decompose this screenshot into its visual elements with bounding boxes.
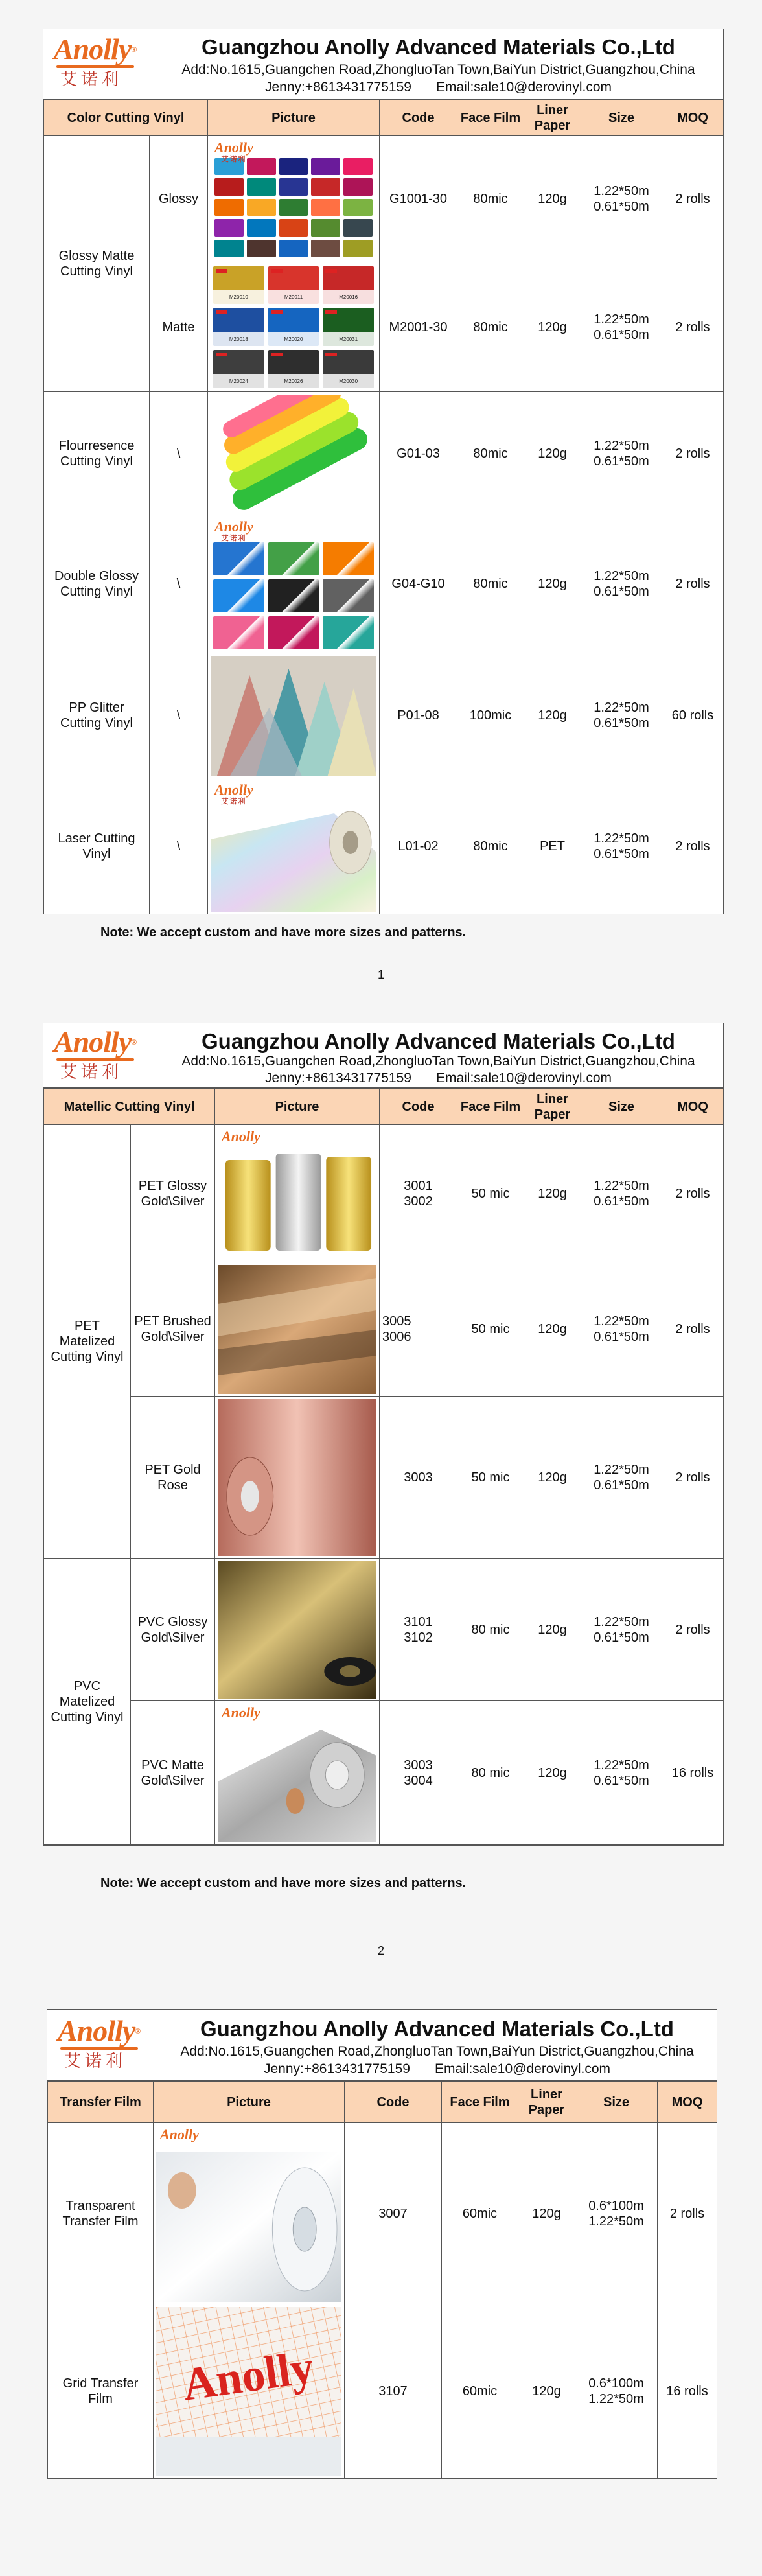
- company-name: Guangzhou Anolly Advanced Materials Co.,Ltd: [202, 1029, 675, 1053]
- color-swatch: [323, 579, 374, 612]
- company-name: Guangzhou Anolly Advanced Materials Co.,Ltd: [202, 35, 675, 59]
- sub-type: \: [150, 653, 208, 778]
- col-header-picture: Picture: [215, 1089, 380, 1125]
- document-sheet-2: [43, 1023, 724, 1846]
- glitter-sheets-illustration: [211, 656, 376, 776]
- col-header-moq: MOQ: [662, 100, 724, 136]
- swatch-tag: [271, 353, 283, 356]
- color-swatch: [323, 266, 374, 305]
- product-name: Double Glossy Cutting Vinyl: [44, 515, 150, 653]
- moq: 16 rolls: [658, 2304, 717, 2479]
- company-logo: Anolly® 艾诺利: [54, 32, 137, 89]
- face-film: 50 mic: [457, 1125, 524, 1262]
- color-swatch: [279, 219, 308, 237]
- liner-paper: 120g: [524, 1559, 581, 1701]
- table-row: [44, 515, 724, 653]
- contact-email: Email:sale10@derovinyl.com: [434, 2061, 611, 2076]
- table-row: [48, 2123, 717, 2304]
- table-row: [44, 1559, 724, 1701]
- liner-paper: 120g: [524, 262, 581, 392]
- product-image-transparent-transfer: [154, 2123, 345, 2304]
- product-image-pvc-matte: [215, 1701, 380, 1845]
- swatch-tag: [216, 353, 227, 356]
- color-swatch: [343, 178, 373, 196]
- watermark-logo: Anolly 艾诺利: [214, 518, 253, 542]
- product-code: L01-02: [380, 778, 457, 914]
- col-header-liner-paper: Liner Paper: [518, 2082, 575, 2123]
- color-swatch: [343, 158, 373, 176]
- note-text: Note: We accept custom and have more sizes and patterns.: [100, 925, 467, 940]
- moq: 2 rolls: [662, 1559, 724, 1701]
- swatch-code: M20011: [268, 290, 319, 305]
- size: 1.22*50m 0.61*50m: [581, 653, 662, 778]
- sub-type: PET Glossy Gold\Silver: [131, 1125, 215, 1262]
- swatch-code: M20030: [323, 374, 374, 389]
- table-row: [44, 1397, 724, 1559]
- product-name: PP Glitter Cutting Vinyl: [44, 653, 150, 778]
- color-swatch: [279, 158, 308, 176]
- swatch-tag: [271, 310, 283, 314]
- col-header-liner-paper: Liner Paper: [524, 100, 581, 136]
- product-image-pet-brushed: [215, 1262, 380, 1397]
- color-swatch: [311, 219, 340, 237]
- face-film: 80mic: [457, 136, 524, 262]
- moq: 2 rolls: [662, 392, 724, 515]
- color-swatch: [323, 350, 374, 388]
- product-table-3: [47, 2081, 717, 2479]
- product-table-1: [43, 99, 724, 914]
- product-table-2: [43, 1088, 724, 1845]
- sub-type: PET Brushed Gold\Silver: [131, 1262, 215, 1397]
- col-header-face-film: Face Film: [457, 1089, 524, 1125]
- face-film: 50 mic: [457, 1397, 524, 1559]
- clear-film-roll-illustration: [156, 2126, 341, 2302]
- product-code: P01-08: [380, 653, 457, 778]
- contact-email: Email:sale10@derovinyl.com: [435, 1071, 612, 1085]
- liner-paper: 120g: [524, 1262, 581, 1397]
- col-header-moq: MOQ: [658, 2082, 717, 2123]
- pvc-gold-film-illustration: [218, 1561, 376, 1699]
- col-header-code: Code: [380, 100, 457, 136]
- company-contact: [160, 79, 717, 96]
- rose-gold-roll-illustration: [218, 1399, 376, 1556]
- color-swatch: [268, 266, 319, 305]
- sub-type: Matte: [150, 262, 208, 392]
- swatch-code: M20024: [213, 374, 264, 389]
- product-code: G1001-30: [380, 136, 457, 262]
- moq: 2 rolls: [662, 1262, 724, 1397]
- color-swatch: [323, 616, 374, 649]
- product-group-label: Glossy Matte Cutting Vinyl: [44, 136, 150, 392]
- product-image-pet-rose: [215, 1397, 380, 1559]
- company-logo: Anolly® 艾诺利: [54, 1025, 137, 1082]
- sub-type: PVC Glossy Gold\Silver: [131, 1559, 215, 1701]
- col-header-face-film: Face Film: [442, 2082, 518, 2123]
- fluorescent-rolls-illustration: [211, 395, 376, 513]
- sub-type: \: [150, 392, 208, 515]
- swatch-code: M20010: [213, 290, 264, 305]
- table-row: [44, 1262, 724, 1397]
- brushed-sheets-illustration: [218, 1265, 376, 1394]
- product-group-label: PET Matelized Cutting Vinyl: [44, 1125, 131, 1559]
- document-sheet-3: [47, 2009, 717, 2479]
- sub-type: \: [150, 515, 208, 653]
- size: 1.22*50m 0.61*50m: [581, 515, 662, 653]
- contact-phone: Jenny:+8613431775159: [263, 2061, 410, 2076]
- moq: 2 rolls: [662, 1125, 724, 1262]
- size: 1.22*50m 0.61*50m: [581, 392, 662, 515]
- company-logo: Anolly® 艾诺利: [58, 2014, 141, 2071]
- col-header-face-film: Face Film: [457, 100, 524, 136]
- liner-paper: 120g: [518, 2123, 575, 2304]
- color-swatch: [268, 616, 319, 649]
- product-name: Flourresence Cutting Vinyl: [44, 392, 150, 515]
- swatch-tag: [325, 269, 337, 273]
- sub-type: PVC Matte Gold\Silver: [131, 1701, 215, 1845]
- color-swatch: [214, 199, 244, 216]
- color-swatch: [214, 219, 244, 237]
- col-header-picture: Picture: [154, 2082, 345, 2123]
- note-text: Note: We accept custom and have more sizes and patterns.: [100, 1876, 467, 1890]
- liner-paper: 120g: [518, 2304, 575, 2479]
- moq: 2 rolls: [658, 2123, 717, 2304]
- product-image-grid-transfer: [154, 2304, 345, 2479]
- table-row: [44, 1701, 724, 1845]
- company-address: Add:No.1615,Guangchen Road,ZhongluoTan Town,BaiYun District,Guangzhou,China: [181, 62, 695, 77]
- product-group-label: PVC Matelized Cutting Vinyl: [44, 1559, 131, 1845]
- document-sheet-1: [43, 29, 724, 910]
- contact-phone: Jenny:+8613431775159: [264, 1071, 411, 1085]
- moq: 2 rolls: [662, 136, 724, 262]
- swatch-code: M20031: [323, 332, 374, 347]
- color-swatch: [213, 542, 264, 575]
- face-film: 80mic: [457, 778, 524, 914]
- glossy-swatch-grid: [214, 158, 373, 257]
- color-swatch: [311, 178, 340, 196]
- swatch-tag: [325, 310, 337, 314]
- liner-paper: 120g: [524, 653, 581, 778]
- size: 1.22*50m 0.61*50m: [581, 1125, 662, 1262]
- size: 1.22*50m 0.61*50m: [581, 778, 662, 914]
- col-header-size: Size: [581, 100, 662, 136]
- sub-type: Glossy: [150, 136, 208, 262]
- product-name: Laser Cutting Vinyl: [44, 778, 150, 914]
- sub-type: \: [150, 778, 208, 914]
- color-swatch: [214, 178, 244, 196]
- size: 1.22*50m 0.61*50m: [581, 1701, 662, 1845]
- color-swatch: [214, 240, 244, 257]
- swatch-code: M20026: [268, 374, 319, 389]
- liner-paper: 120g: [524, 1125, 581, 1262]
- product-image-pvc-glossy: [215, 1559, 380, 1701]
- product-image-pet-glossy: [215, 1125, 380, 1262]
- pvc-silver-roll-illustration: [218, 1704, 376, 1842]
- liner-paper: PET: [524, 778, 581, 914]
- col-header-product: Matellic Cutting Vinyl: [44, 1089, 215, 1125]
- grid-sample-text: Anolly: [179, 2340, 318, 2411]
- product-code: G04-G10: [380, 515, 457, 653]
- table-row: [44, 392, 724, 515]
- letterhead: [47, 2010, 717, 2081]
- size: 1.22*50m 0.61*50m: [581, 1397, 662, 1559]
- color-swatch: [323, 542, 374, 575]
- watermark-logo: Anolly 艾诺利: [214, 139, 253, 163]
- product-image-laser: [208, 778, 380, 914]
- product-image-fluorescence: [208, 392, 380, 515]
- liner-paper: 120g: [524, 136, 581, 262]
- color-swatch: [311, 199, 340, 216]
- swatch-code: M20016: [323, 290, 374, 305]
- company-address: Add:No.1615,Guangchen Road,ZhongluoTan Town,BaiYun District,Guangzhou,China: [180, 2044, 694, 2059]
- col-header-picture: Picture: [208, 100, 380, 136]
- col-header-size: Size: [575, 2082, 658, 2123]
- face-film: 50 mic: [457, 1262, 524, 1397]
- color-swatch: [311, 240, 340, 257]
- color-swatch: [268, 350, 319, 388]
- contact-phone: Jenny:+8613431775159: [264, 80, 411, 95]
- product-name: Grid Transfer Film: [48, 2304, 154, 2479]
- contact-email: Email:sale10@derovinyl.com: [435, 80, 612, 95]
- watermark-logo: Anolly: [160, 2126, 199, 2142]
- product-name: Transparent Transfer Film: [48, 2123, 154, 2304]
- product-code: 3001 3002: [380, 1125, 457, 1262]
- col-header-moq: MOQ: [662, 1089, 724, 1125]
- color-swatch: [213, 579, 264, 612]
- company-address: Add:No.1615,Guangchen Road,ZhongluoTan Town,BaiYun District,Guangzhou,China: [181, 1054, 695, 1069]
- table-row: [44, 1125, 724, 1262]
- sub-type: PET Gold Rose: [131, 1397, 215, 1559]
- liner-paper: 120g: [524, 1701, 581, 1845]
- size: 1.22*50m 0.61*50m: [581, 262, 662, 392]
- swatch-tag: [216, 310, 227, 314]
- color-swatch: [213, 308, 264, 346]
- moq: 16 rolls: [662, 1701, 724, 1845]
- swatch-tag: [216, 269, 227, 273]
- col-header-code: Code: [380, 1089, 457, 1125]
- col-header-liner-paper: Liner Paper: [524, 1089, 581, 1125]
- letterhead: [43, 1023, 723, 1088]
- color-swatch: [213, 350, 264, 388]
- page-number: 1: [377, 968, 384, 981]
- watermark-logo: Anolly: [222, 1128, 260, 1144]
- color-swatch: [343, 240, 373, 257]
- face-film: 60mic: [442, 2304, 518, 2479]
- size: 0.6*100m 1.22*50m: [575, 2123, 658, 2304]
- col-header-product: Transfer Film: [48, 2082, 154, 2123]
- face-film: 80 mic: [457, 1559, 524, 1701]
- swatch-tag: [271, 269, 283, 273]
- company-contact: [160, 1070, 717, 1087]
- product-code: 3007: [345, 2123, 442, 2304]
- size: 1.22*50m 0.61*50m: [581, 1262, 662, 1397]
- face-film: 80mic: [457, 262, 524, 392]
- size: 0.6*100m 1.22*50m: [575, 2304, 658, 2479]
- color-swatch: [247, 199, 276, 216]
- size: 1.22*50m 0.61*50m: [581, 136, 662, 262]
- table-row: [44, 136, 724, 262]
- product-image-double-glossy: [208, 515, 380, 653]
- swatch-code: M20018: [213, 332, 264, 347]
- color-swatch: [247, 219, 276, 237]
- face-film: 80mic: [457, 515, 524, 653]
- company-contact: [164, 2061, 710, 2078]
- color-swatch: [323, 308, 374, 346]
- liner-paper: 120g: [524, 1397, 581, 1559]
- color-swatch: [247, 240, 276, 257]
- color-swatch: [268, 579, 319, 612]
- product-image-matte: [208, 262, 380, 392]
- company-name: Guangzhou Anolly Advanced Materials Co.,Ltd: [200, 2017, 674, 2041]
- watermark-logo: Anolly 艾诺利: [214, 781, 253, 806]
- color-swatch: [213, 266, 264, 305]
- double-glossy-swatch-grid: [213, 542, 374, 649]
- face-film: 80mic: [457, 392, 524, 515]
- letterhead: [43, 29, 723, 99]
- size: 1.22*50m 0.61*50m: [581, 1559, 662, 1701]
- table-row: [44, 653, 724, 778]
- col-header-product: Color Cutting Vinyl: [44, 100, 208, 136]
- color-swatch: [279, 199, 308, 216]
- moq: 60 rolls: [662, 653, 724, 778]
- col-header-code: Code: [345, 2082, 442, 2123]
- matte-swatch-grid: [213, 266, 374, 388]
- moq: 2 rolls: [662, 515, 724, 653]
- table-row: [44, 778, 724, 914]
- moq: 2 rolls: [662, 1397, 724, 1559]
- product-image-glossy: [208, 136, 380, 262]
- swatch-code: M20020: [268, 332, 319, 347]
- swatch-tag: [325, 353, 337, 356]
- gold-silver-rolls-illustration: [218, 1128, 376, 1260]
- product-code: 3003: [380, 1397, 457, 1559]
- color-swatch: [311, 158, 340, 176]
- moq: 2 rolls: [662, 262, 724, 392]
- product-code: G01-03: [380, 392, 457, 515]
- color-swatch: [343, 199, 373, 216]
- face-film: 80 mic: [457, 1701, 524, 1845]
- moq: 2 rolls: [662, 778, 724, 914]
- product-code: 3003 3004: [380, 1701, 457, 1845]
- grid-transfer-film-illustration: [156, 2307, 341, 2476]
- color-swatch: [247, 178, 276, 196]
- liner-paper: 120g: [524, 515, 581, 653]
- color-swatch: [343, 219, 373, 237]
- product-code: 3101 3102: [380, 1559, 457, 1701]
- liner-paper: 120g: [524, 392, 581, 515]
- face-film: 100mic: [457, 653, 524, 778]
- product-code: 3107: [345, 2304, 442, 2479]
- face-film: 60mic: [442, 2123, 518, 2304]
- color-swatch: [279, 178, 308, 196]
- col-header-size: Size: [581, 1089, 662, 1125]
- table-row: [48, 2304, 717, 2479]
- color-swatch: [213, 616, 264, 649]
- product-code: 3005 3006: [380, 1262, 457, 1397]
- product-image-pp-glitter: [208, 653, 380, 778]
- watermark-logo: Anolly: [222, 1704, 260, 1721]
- color-swatch: [268, 308, 319, 346]
- color-swatch: [268, 542, 319, 575]
- product-code: M2001-30: [380, 262, 457, 392]
- page-number: 2: [377, 1944, 384, 1957]
- color-swatch: [279, 240, 308, 257]
